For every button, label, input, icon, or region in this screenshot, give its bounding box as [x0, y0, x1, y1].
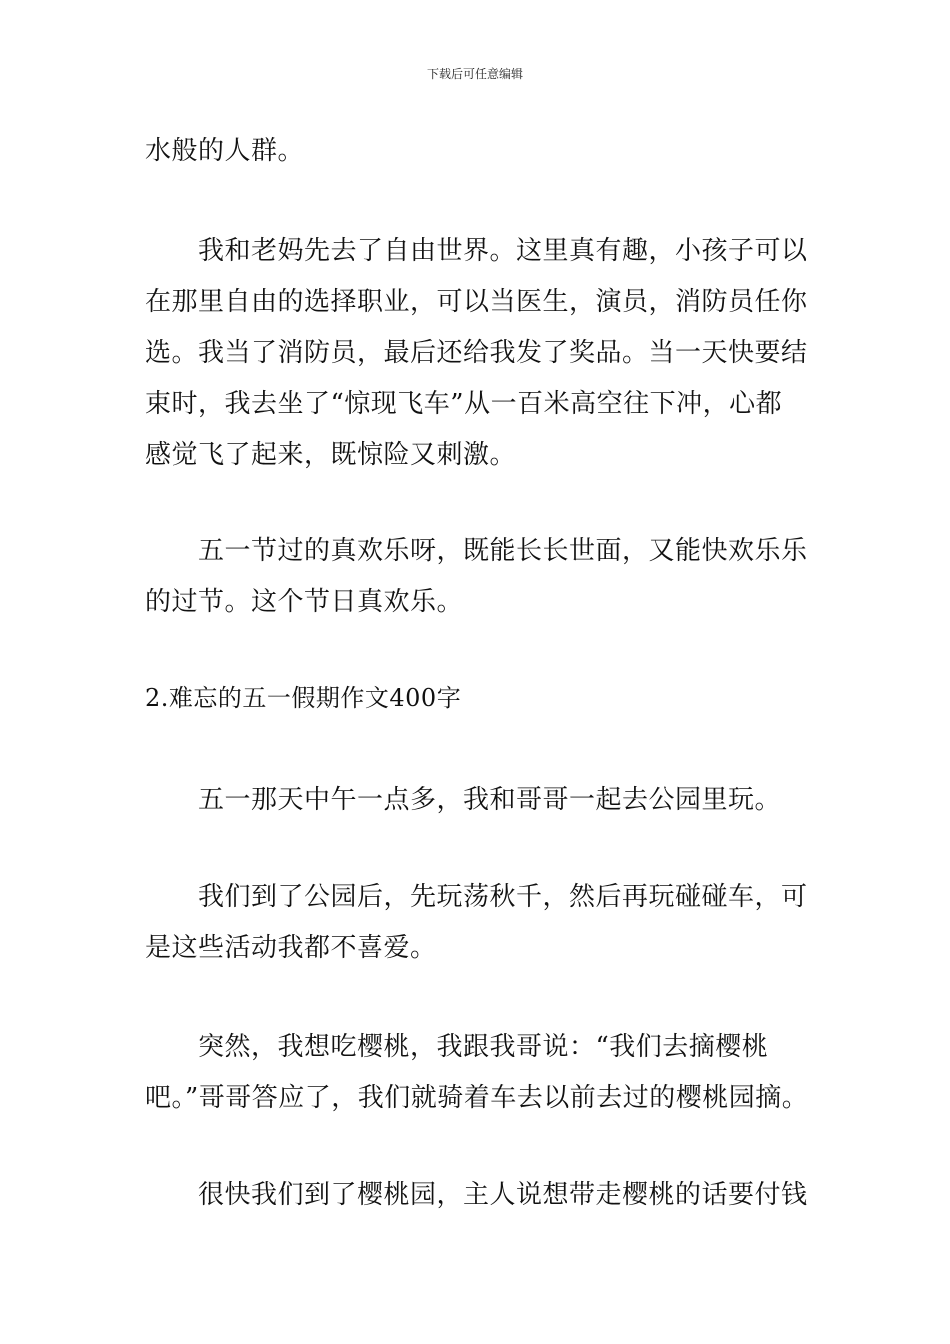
text-line: 感觉飞了起来，既惊险又刺激。: [145, 440, 517, 470]
paragraph-activities: [145, 872, 810, 974]
text-line: 在那里自由的选择职业，可以当医生，演员，消防员任你: [145, 287, 808, 317]
paragraph-free-world: [145, 226, 810, 481]
paragraph-conclusion: [145, 526, 810, 628]
page-header: 下载后可任意编辑: [426, 67, 523, 81]
paragraph-orchard: [145, 1170, 810, 1221]
text-line: 是这些活动我都不喜爱。: [145, 933, 437, 963]
text-line: 我和老妈先去了自由世界。这里真有趣，小孩子可以: [198, 236, 808, 266]
text-line: 突然，我想吃樱桃，我跟我哥说：“我们去摘樱桃: [198, 1032, 769, 1062]
text-line: 的过节。这个节日真欢乐。: [145, 587, 464, 617]
section-heading: [145, 673, 810, 724]
text-line: 很快我们到了樱桃园，主人说想带走樱桃的话要付钱: [198, 1180, 808, 1210]
heading-text: 2.难忘的五一假期作文400字: [145, 684, 462, 712]
text-line: 选。我当了消防员，最后还给我发了奖品。当一天快要结: [145, 338, 808, 368]
text-line: 五一节过的真欢乐呀，既能长长世面，又能快欢乐乐: [198, 536, 808, 566]
text-line: 五一那天中午一点多，我和哥哥一起去公园里玩。: [198, 785, 782, 815]
text-line: 吧。”哥哥答应了，我们就骑着车去以前去过的樱桃园摘。: [145, 1083, 809, 1113]
text-line: 水般的人群。: [145, 136, 305, 166]
text-line: 我们到了公园后，先玩荡秋千，然后再玩碰碰车，可: [198, 882, 808, 912]
text-line: 束时，我去坐了“惊现飞车”从一百米高空往下冲，心都: [145, 389, 783, 419]
paragraph-park: [145, 775, 810, 826]
paragraph-cherries: [145, 1022, 810, 1124]
paragraph-continuation: [145, 126, 810, 177]
